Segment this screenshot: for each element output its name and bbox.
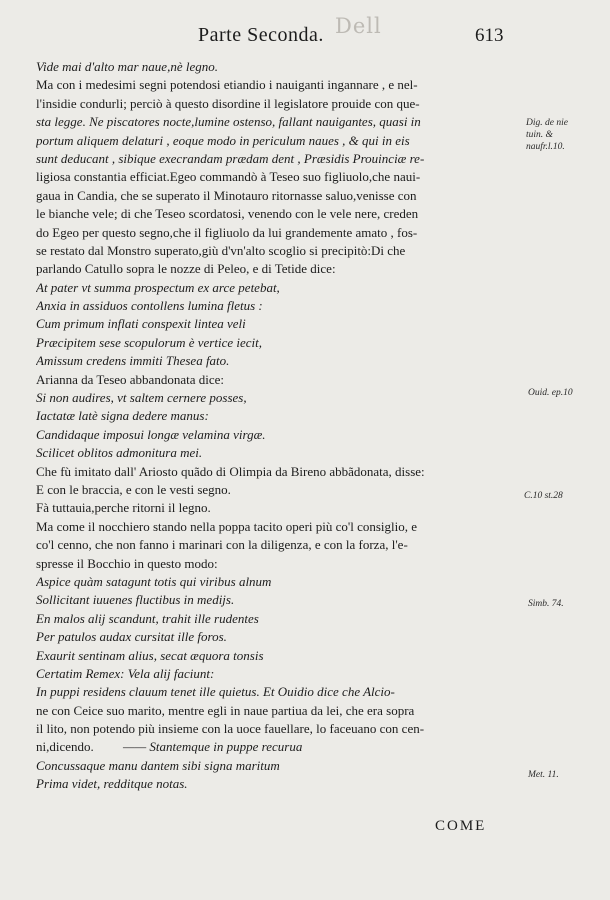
verse-line: Scilicet oblitos admonitura mei. xyxy=(36,445,203,461)
text-line: Vide mai d'alto mar naue,nè legno. xyxy=(36,59,218,74)
verse-line: Iactatæ latè signa dedere manus: xyxy=(36,408,209,424)
text-line: il lito, non potendo più insieme con la uoce fauellare, lo faceuano con cen- xyxy=(36,721,425,737)
text-line: Ma come il nocchiero stando nella poppa tacito operi più co'l consiglio, e xyxy=(36,518,418,534)
verse-line: In puppi residens clauum tenet ille quietus. Et Ouidio dice che Alcio- xyxy=(36,684,395,700)
verse-line: Sollicitant iuuenes fluctibus in medijs. xyxy=(36,592,235,608)
verse-line: Cum primum inflati conspexit lintea veli xyxy=(36,316,246,332)
text-line-start: ni,dicendo. xyxy=(36,739,94,755)
text-line: Che fù imitato dall' Ariosto quãdo di Olimpia da Bireno abbãdonata, disse: xyxy=(36,463,425,479)
bleed-through-text: Dell xyxy=(335,14,382,38)
text-line: sta legge. Ne piscatores nocte,lumine ostenso, fallant nauigantes, quasi in xyxy=(36,114,421,130)
margin-note-dig-3: naufr.l.10. xyxy=(526,142,565,152)
margin-note-met: Met. 11. xyxy=(528,770,559,780)
text-line: l'insidie condurli; perciò à questo disordine il legislatore prouide con que- xyxy=(36,95,420,111)
margin-note-simb: Simb. 74. xyxy=(528,599,564,609)
text-line: le bianche vele; di che Teseo scordatosi, venendo con le vele nere, creden xyxy=(36,206,419,222)
margin-note-dig-1: Dig. de nie xyxy=(526,118,568,128)
text-line: co'l cenno, che non fanno i marinari con la diligenza, e con la forza, l'e- xyxy=(36,537,408,553)
text-line: ne con Ceice suo marito, mentre egli in naue partiua da lei, che era sopra xyxy=(36,702,415,718)
text-line: sunt deducant , sibique execrandam prædam dent , Præsidis Prouinciæ re- xyxy=(36,150,425,166)
text-line: portum aliquem delaturi , eoque modo in periculum naues , & qui in eis xyxy=(36,132,410,148)
running-head: Parte Seconda. xyxy=(198,24,324,46)
verse-line: At pater vt summa prospectum ex arce petebat, xyxy=(36,279,280,295)
verse-line: Candidaque imposui longæ velamina virgæ. xyxy=(36,426,266,442)
verse-line: En malos alij scandunt, trahit ille rudentes xyxy=(36,610,259,626)
margin-note-canto: C.10 st.28 xyxy=(524,491,563,501)
verse-line: Concussaque manu dantem sibi signa maritum xyxy=(36,757,280,773)
text-line: Arianna da Teseo abbandonata dice: xyxy=(36,371,224,387)
verse-line: Fà tuttauia,perche ritorni il legno. xyxy=(36,500,211,516)
text-line xyxy=(36,738,522,756)
verse-line: Prima videt, redditque notas. xyxy=(36,776,188,792)
text-line: Ma con i medesimi segni potendosi etiandio i nauiganti ingannare , e nel- xyxy=(36,77,418,93)
verse-line: Aspice quàm satagunt totis qui viribus alnum xyxy=(36,573,272,589)
margin-note-dig-2: tuin. & xyxy=(526,130,553,140)
verse-line: Anxia in assiduos contollens lumina fletus : xyxy=(36,298,263,314)
verse-line: Si non audires, vt saltem cernere posses, xyxy=(36,390,247,406)
text-line: se restato dal Monstro superato,giù d'vn'alto scoglio si precipitò:Di che xyxy=(36,242,406,258)
half-verse: —— Stantemque in puppe recurua xyxy=(123,739,303,755)
body-text xyxy=(36,58,522,794)
margin-note-ouid: Ouid. ep.10 xyxy=(528,388,573,398)
verse-line: Amissum credens immiti Thesea fato. xyxy=(36,353,230,369)
verse-line: Præcipitem sese scopulorum è vertice iecit, xyxy=(36,334,262,350)
verse-line: Exaurit sentinam alius, secat æquora tonsis xyxy=(36,647,264,663)
text-line: ligiosa constantia efficiat.Egeo commandò à Teseo suo figliuolo,che naui- xyxy=(36,169,421,185)
text-line: do Egeo per questo segno,che il figliuolo da lui grandemente amato , fos- xyxy=(36,224,418,240)
catchword: COME xyxy=(435,818,487,834)
verse-line: Per patulos audax cursitat ille foros. xyxy=(36,629,227,645)
text-line: parlando Catullo sopra le nozze di Peleo, e di Tetide dice: xyxy=(36,261,336,277)
verse-line: E con le braccia, e con le vesti segno. xyxy=(36,481,231,497)
verse-line: Certatim Remex: Vela alij faciunt: xyxy=(36,665,215,681)
page-number: 613 xyxy=(475,25,504,46)
text-line: gaua in Candia, che se superato il Minotauro ritornasse saluo,venisse con xyxy=(36,187,417,203)
text-line: spresse il Bocchio in questo modo: xyxy=(36,555,218,571)
